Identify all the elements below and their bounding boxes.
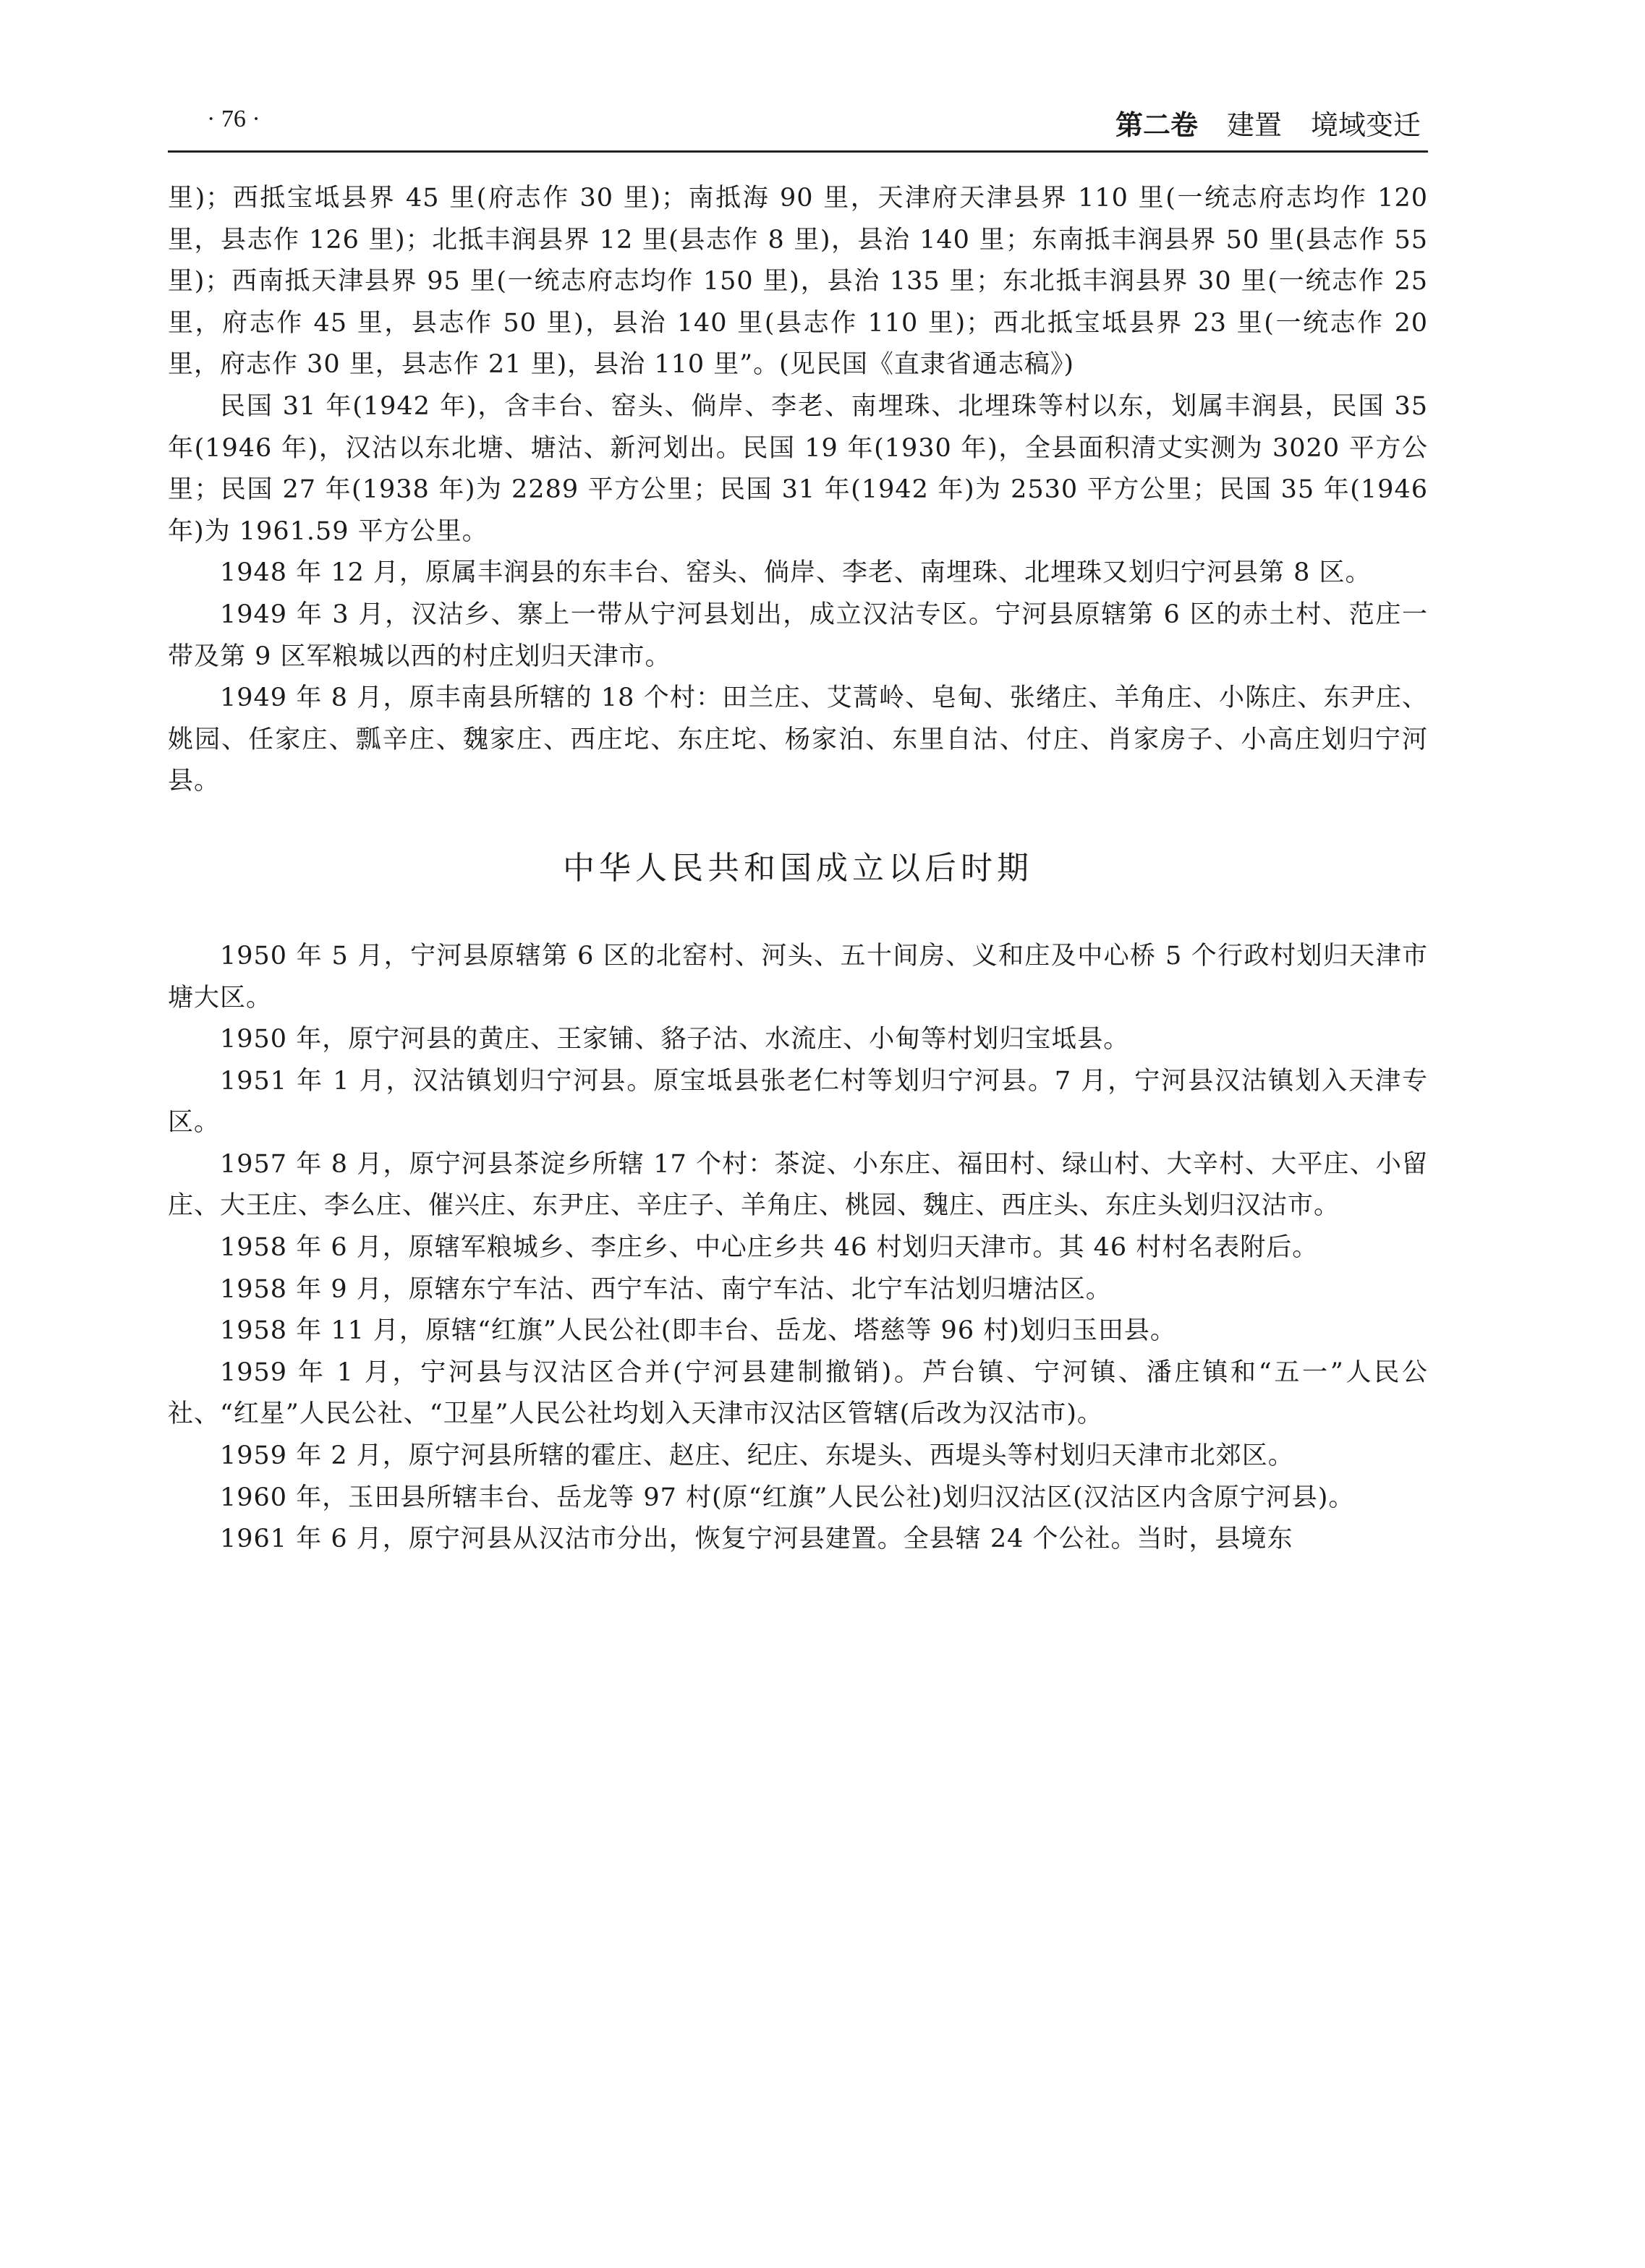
paragraph: 1959 年 1 月，宁河县与汉沽区合并(宁河县建制撤销)。芦台镇、宁河镇、潘庄镇和“五一”人民公社、“红星”人民公社、“卫星”人民公社均划入天津市汉沽区管辖(后改为汉沽市)。 [168, 1357, 1428, 1429]
paragraph: 1960 年，玉田县所辖丰台、岳龙等 97 村(原“红旗”人民公社)划归汉沽区(汉沽区内含原宁河县)。 [220, 1483, 1355, 1512]
paragraph: 1961 年 6 月，原宁河县从汉沽市分出，恢复宁河县建置。全县辖 24 个公社。当时，县境东 [220, 1525, 1293, 1554]
header-rule [168, 150, 1428, 153]
paragraph: 民国 31 年(1942 年)，含丰台、窑头、倘岸、李老、南埋珠、北埋珠等村以东，划属丰润县，民国 35 年(1946 年)，汉沽以东北塘、塘沽、新河划出。民国 19 年(1930 年)，全县面积清丈实测为 3020 平方公里；民国 27 年(1938 年)为 2289 平方公里；民国 31 年(1942 年)为 2530 平方公里；民国 35 年(1946 年)为 1961.59 平方公里。 [168, 391, 1428, 546]
paragraph: 1950 年 5 月，宁河县原辖第 6 区的北窑村、河头、五十间房、义和庄及中心桥 5 个行政村划归天津市塘大区。 [168, 941, 1428, 1012]
paragraph: 1949 年 8 月，原丰南县所辖的 18 个村：田兰庄、艾蒿岭、皂甸、张绪庄、羊角庄、小陈庄、东尹庄、姚园、任家庄、瓢辛庄、魏家庄、西庄坨、东庄坨、杨家泊、东里自沽、付庄、肖家房子、小高庄划归宁河县。 [168, 683, 1428, 796]
paragraph: 1958 年 6 月，原辖军粮城乡、李庄乡、中心庄乡共 46 村划归天津市。其 46 村村名表附后。 [220, 1233, 1319, 1263]
paragraph: 1959 年 2 月，原宁河县所辖的霍庄、赵庄、纪庄、东堤头、西堤头等村划归天津市北郊区。 [220, 1441, 1294, 1471]
volume-label: 第二卷 [1115, 109, 1198, 141]
page-header [168, 101, 1428, 152]
chapter-label: 境域变迁 [1310, 109, 1421, 141]
paragraph: 1957 年 8 月，原宁河县茶淀乡所辖 17 个村：茶淀、小东庄、福田村、绿山村、大辛村、大平庄、小留庄、大王庄、李么庄、催兴庄、东尹庄、辛庄子、羊角庄、桃园、魏庄、西庄头、东庄头划归汉沽市。 [168, 1149, 1428, 1221]
paragraph: 里)；西抵宝坻县界 45 里(府志作 30 里)；南抵海 90 里，天津府天津县界 110 里(一统志府志均作 120 里，县志作 126 里)；北抵丰润县界 12 里(县志作 8 里)，县治 140 里；东南抵丰润县界 50 里(县志作 55 里)；西南抵天津县界 95 里(一统志府志均作 150 里)，县治 135 里；东北抵丰润县界 30 里(一统志作 25 里，府志作 45 里，县志作 50 里)，县治 140 里(县志作 110 里)；西北抵宝坻县界 23 里(一统志作 20 里，府志作 30 里，县志作 21 里)，县治 110 里”。(见民国《直隶省通志稿》) [168, 184, 1428, 380]
page-number: · 76 · [207, 106, 260, 132]
paragraph: 1958 年 9 月，原辖东宁车沽、西宁车沽、南宁车沽、北宁车沽划归塘沽区。 [220, 1274, 1112, 1304]
paragraph: 1951 年 1 月，汉沽镇划归宁河县。原宝坻县张老仁村等划归宁河县。7 月，宁河县汉沽镇划入天津专区。 [168, 1066, 1428, 1138]
paragraph: 1949 年 3 月，汉沽乡、寨上一带从宁河县划出，成立汉沽专区。宁河县原辖第 6 区的赤土村、范庄一带及第 9 区军粮城以西的村庄划归天津市。 [168, 600, 1428, 671]
text-section-before [168, 178, 1428, 803]
running-head [1115, 103, 1421, 142]
section-label: 建置 [1226, 109, 1282, 141]
paragraph: 1948 年 12 月，原属丰润县的东丰台、窑头、倘岸、李老、南埋珠、北埋珠又划归宁河县第 8 区。 [220, 558, 1372, 588]
page-body [168, 178, 1428, 1561]
paragraph: 1958 年 11 月，原辖“红旗”人民公社(即丰台、岳龙、塔慈等 96 村)划归玉田县。 [220, 1316, 1176, 1346]
section-heading: 中华人民共和国成立以后时期 [563, 849, 1033, 887]
paragraph: 1950 年，原宁河县的黄庄、王家铺、貉子沽、水流庄、小甸等村划归宝坻县。 [220, 1025, 1130, 1054]
text-section-after [168, 936, 1428, 1561]
